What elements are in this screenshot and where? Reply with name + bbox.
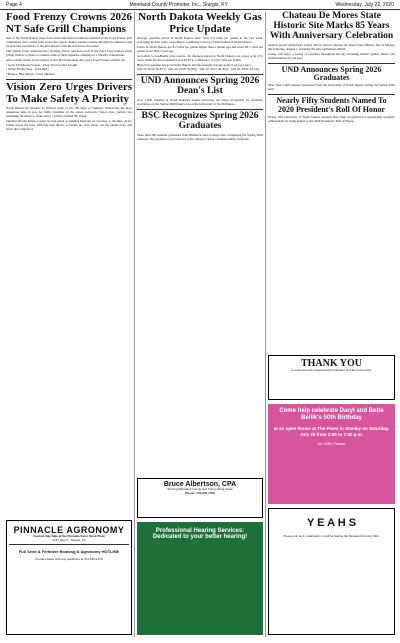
article-text: More than 1,400 students graduated from the University of North Dakota during the Spring 2026 term.	[268, 83, 395, 92]
celebration-title: Y E A H S	[306, 517, 357, 529]
cpa-tagline: Serving Moreland County and Surrounding Areas	[167, 487, 233, 491]
ad-address: 4157 Hwy 5 · Sturgis, KY	[52, 537, 86, 542]
column-2	[137, 12, 263, 143]
page-header	[0, 0, 400, 10]
thank-you-body: to everyone who supported the chamber and the community.	[291, 368, 372, 372]
article-text: This annual event celebrates the creativity, flavor, and hard work of the Fair's food vendors while giving visitors a chance to sample some of their signature offerings in a friendly competition.	[6, 48, 132, 57]
thank-you-ad	[268, 355, 395, 400]
article-text: Prices in North Dakota are 8.2 cents per gallon higher than a month ago and stand 48.7 cents per gallon lower than a year ago.	[137, 44, 263, 53]
headline-und-graduates: UND Announces Spring 2026 Graduates	[281, 64, 382, 82]
column-rule-1	[134, 12, 135, 637]
issue-date: Wednesday, July 22, 2020	[335, 1, 394, 8]
headline-vision-zero: Vision Zero Urges Drivers To Make Safety A Priority	[6, 81, 132, 105]
ad-hotline: Full Seed & Fertilizer Booking & Agronomy HOTLINE	[18, 549, 120, 555]
headline-gas-prices: North Dakota Weekly Gas Price Update	[138, 11, 262, 35]
cpa-ad	[137, 478, 263, 518]
article-text: Historical gasoline prices in North Dakota and the national average going back ten years:	[137, 62, 251, 67]
article-text: Annual special anniversary events will be held at Chateau de Mores State Historic Site in Medora this Saturday, August 1, featuring the new permanent exhibit.	[268, 42, 395, 51]
birthday-open-house-ad	[268, 404, 395, 504]
paper-name: Moreland County Promoter, Inc., Sturgis, KY	[129, 1, 228, 8]
article-text: More than 400 students graduated from Bismarck State College after completing the Spring 2026 semester. The graduates were honored at the college's virtual commencement ceremony.	[137, 133, 263, 141]
pinnacle-agronomy-ad	[6, 520, 132, 635]
article-text: According to GasBuddy price reports, the cheapest station in North Dakota was priced at $2.17/g today while the most expensive was $2.67/g, a difference of 50.0 cents per gallon.	[137, 53, 263, 62]
article-text: North Dakota has marked its halfway point of the 100 Days of Summer, historically the most dangerous time of year for traffic fatalities on the state's roadways. Vision Zero partners are reminding motorists to make safety a priority behind the wheel.	[6, 106, 132, 119]
hearing-ad-text: Professional Hearing Services: Dedicated to your better hearing!	[152, 528, 248, 540]
hearing-services-ad	[137, 522, 263, 635]
article-text: Nearly fifty University of North Dakota students have been recognized for outstanding academic achievement by being named to the 2020 President's Roll of Honor.	[268, 114, 395, 123]
price-history: July 20, 2019: $2.87/g · July 20, 2018: $2.85/g · July 20, 2017: $2.32/g · July 20, 2016: $2.14/g	[137, 67, 260, 72]
winner-line: • Gold: Farmhouse Sweets – Deep Fried Cookie Dough	[6, 62, 77, 67]
article-text: One of the North Dakota State Fair's most anticipated traditions returned as the Food Frenzy grill competition drew teams from across the region. Judges sampled entries through the afternoon and awarded the top honors to the grill masters with the most flavorful plates.	[6, 36, 132, 48]
headline-food-frenzy: Food Frenzy Crowns 2026 NT Safe Grill Champions	[6, 11, 132, 35]
winner-line: • Bronze: Blue Moon – Fried Snickers	[6, 72, 55, 77]
celebration-text: Please join us in celebration. It will be held at the Moreland County Park.	[283, 534, 380, 538]
article-text: Over 1,800 students of North Dakota's largest university are being recognized for academic excellence on the Spring 2026 Dean's List at the University of North Dakota.	[137, 98, 263, 107]
cpa-name: Bruce Albertson, CPA	[163, 481, 237, 488]
article-text: Guests will enjoy a variety of activities throughout the day including historic games, music, and demonstrations for all ages.	[268, 51, 395, 60]
article-text: Average gasoline prices in North Dakota have risen 0.6 cents per gallon in the last week, averaging $2.43/g today, according to GasBuddy's survey of 490 stations in North Dakota.	[137, 36, 263, 44]
ad-subtitle: Custom Hay Sale at the Pinnacle Farm Store Plant	[33, 534, 105, 538]
column-1	[6, 12, 132, 133]
headline-und-deans-list: UND Announces Spring 2026 Dean's List	[140, 76, 260, 97]
ad-contact: Contact Adam with any questions at 701-645-1379	[35, 557, 103, 562]
thank-you-title: THANK YOU	[300, 358, 363, 369]
celebration-ad	[268, 508, 395, 635]
headline-presidents-roll: Nearly Fifty Students Named To 2020 President's Roll Of Honor	[276, 96, 387, 114]
column-3	[268, 12, 395, 125]
birthday-details: at an open house at The Pines in Stanley on Saturday, July 25 from 3:00 to 7:00 p.m.	[273, 426, 390, 437]
birthday-title: Come help celebrate Daryl and Bette Bellik's 50th Birthday	[279, 408, 384, 421]
article-text: After tasting entries from vendors across the fairgrounds, this year's Food Frenzy winners are:	[6, 57, 126, 62]
cpa-phone: Phone: 701-645-1379	[185, 490, 215, 495]
headline-bsc-graduates: BSC Recognizes Spring 2026 Graduates	[141, 111, 259, 132]
article-text: Summer driving brings a surge in road travel as families head out on vacation, to the lake, and to events across the state. Officials urge drivers to buckle up, slow down, put the phone away, and never drive impaired.	[6, 119, 132, 131]
column-rule-2	[265, 12, 266, 637]
headline-chateau: Chateau De Mores State Historic Site Marks 85 Years With Anniversary Celebration	[269, 11, 394, 41]
birthday-note: No Gifts Please	[317, 441, 346, 446]
page-number: Page 4	[6, 1, 22, 8]
ad-title: PINNACLE AGRONOMY	[13, 525, 125, 535]
winner-line: • Silver: Bunny Dog – Pork Belly	[6, 67, 49, 72]
